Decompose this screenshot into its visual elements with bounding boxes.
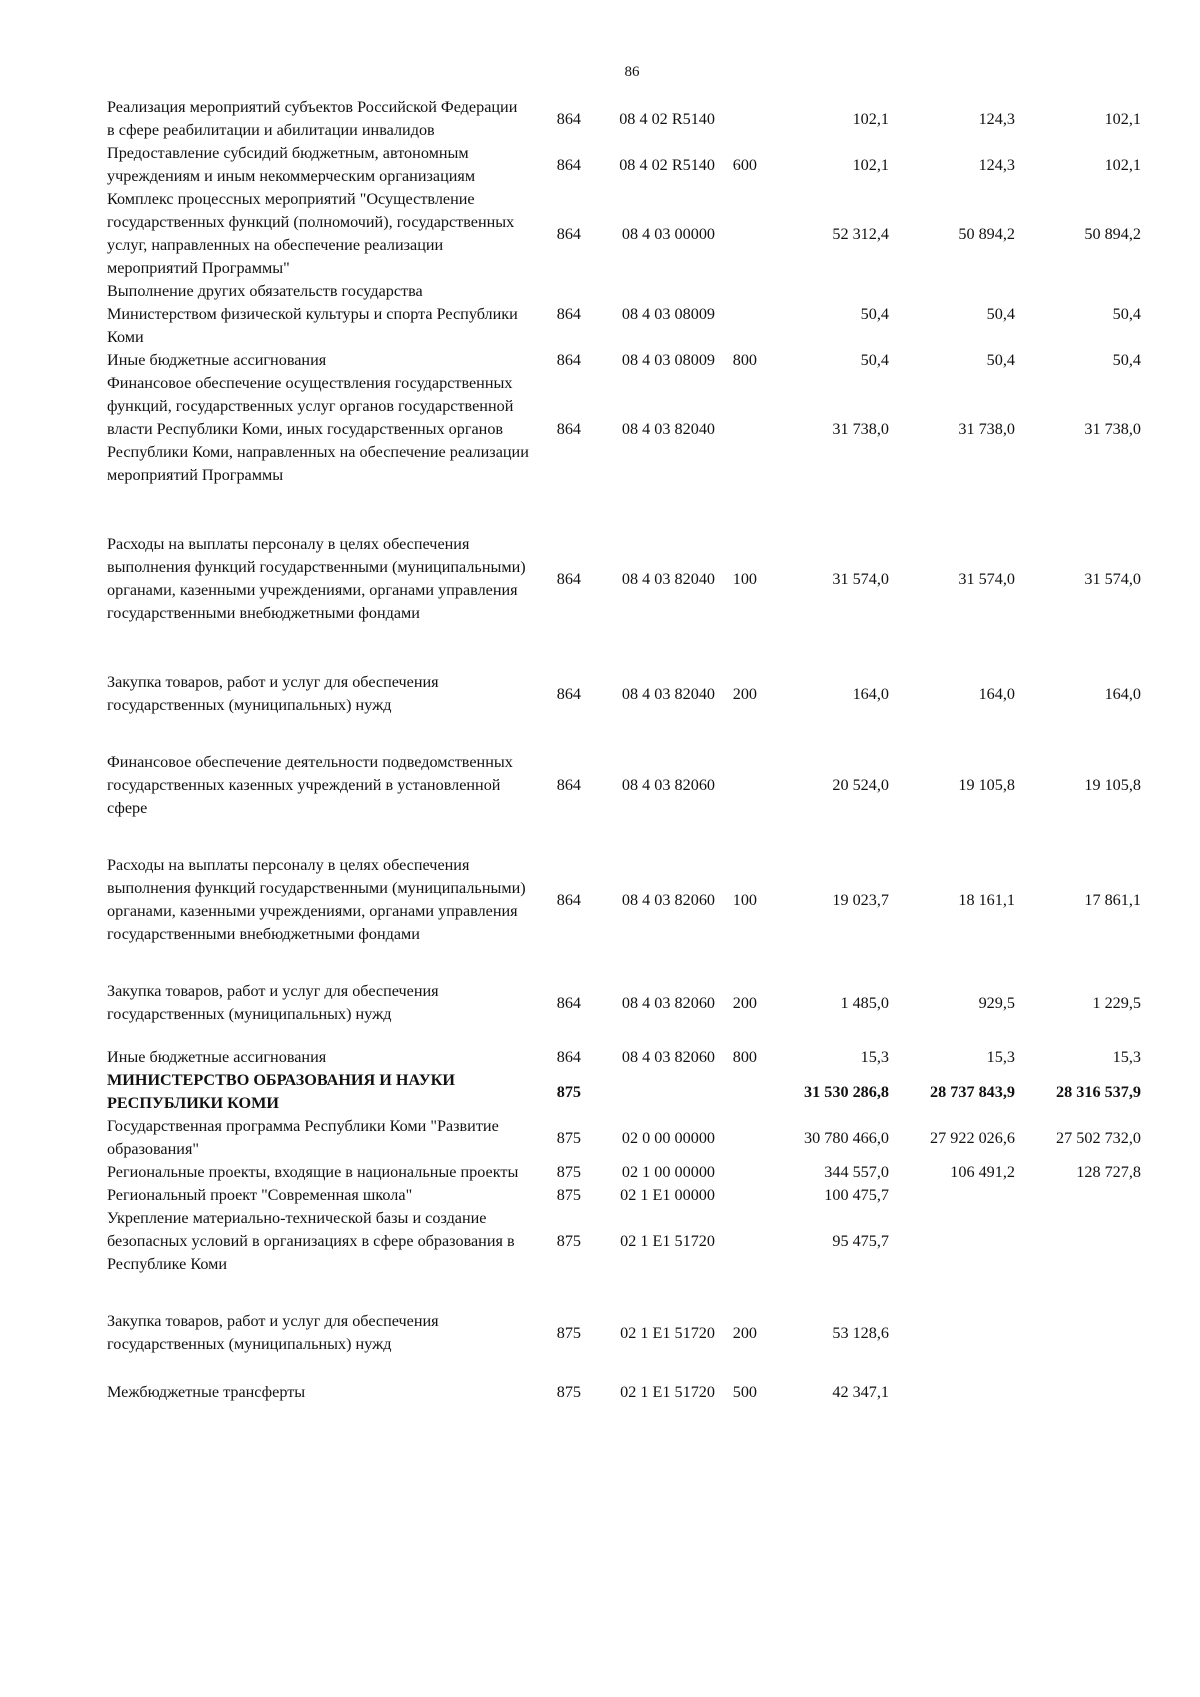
row-target-article: 02 1 E1 51720 <box>620 1383 715 1401</box>
row-amount-year-2: 31 738,0 <box>958 420 1015 438</box>
row-target-article: 08 4 03 82040 <box>621 420 715 438</box>
row-target-article: 02 1 E1 51720 <box>620 1232 715 1250</box>
row-name: Государственная программа Республики Коми "Развитие образования" <box>107 1117 499 1158</box>
row-amount-year-1: 31 574,0 <box>832 569 889 588</box>
row-amount-year-3 <box>1015 1356 1141 1404</box>
row-amount-year-3 <box>1015 1276 1141 1356</box>
row-expense-type: 500 <box>732 1383 757 1401</box>
row-expense-type <box>715 1161 765 1184</box>
row-name: Комплекс процессных мероприятий "Осуществление государственных функций (полномочий), государственных услуг, направленных на обеспечение реализации мероприятий Программы" <box>107 190 515 277</box>
row-amount-year-3: 28 316 537,9 <box>1056 1082 1141 1101</box>
table-row <box>107 625 1141 717</box>
row-amount-year-1: 95 475,7 <box>832 1232 889 1250</box>
row-target-article: 08 4 03 82060 <box>621 1048 715 1066</box>
row-amount-year-1: 102,1 <box>852 109 889 128</box>
row-target-article <box>585 1069 715 1115</box>
row-amount-year-2: 19 105,8 <box>958 776 1015 794</box>
row-amount-year-1: 100 475,7 <box>824 1186 889 1204</box>
row-amount-year-1: 344 557,0 <box>824 1163 889 1181</box>
row-ved-code: 864 <box>556 993 581 1012</box>
row-amount-year-1: 164,0 <box>852 684 889 703</box>
row-amount-year-2: 164,0 <box>978 684 1015 703</box>
table-row <box>107 1184 1141 1207</box>
row-ved-code: 875 <box>556 1163 581 1181</box>
row-target-article: 02 1 E1 51720 <box>620 1323 715 1342</box>
row-name: Финансовое обеспечение деятельности подведомственных государственных казенных учреждений в установленной сфере <box>107 753 513 817</box>
row-ved-code: 864 <box>556 155 581 174</box>
row-ved-code: 875 <box>556 1082 581 1101</box>
row-amount-year-3 <box>1015 1184 1141 1207</box>
row-expense-type <box>715 1207 765 1276</box>
row-amount-year-3: 50,4 <box>1112 305 1141 323</box>
row-name: Выполнение других обязательств государства Министерством физической культуры и спорта Республики Коми <box>107 282 518 346</box>
table-row <box>107 349 1141 372</box>
row-ved-code: 875 <box>556 1383 581 1401</box>
row-target-article: 08 4 03 82060 <box>621 776 715 794</box>
row-amount-year-3: 50,4 <box>1112 351 1141 369</box>
row-amount-year-3: 102,1 <box>1104 109 1141 128</box>
row-expense-type <box>715 1184 765 1207</box>
row-ved-code: 864 <box>556 351 581 369</box>
row-target-article: 08 4 03 82040 <box>621 569 715 588</box>
row-name: Межбюджетные трансферты <box>107 1383 306 1401</box>
row-amount-year-1: 102,1 <box>852 155 889 174</box>
row-amount-year-3 <box>1015 1207 1141 1276</box>
row-amount-year-1: 31 738,0 <box>832 420 889 438</box>
row-target-article: 08 4 03 08009 <box>621 351 715 369</box>
row-expense-type <box>715 188 765 280</box>
row-name: Расходы на выплаты персоналу в целях обеспечения выполнения функций государственными (муниципальными) органами, казенными учреждениями, органами управления государственными внебюджетными фондами <box>107 856 526 943</box>
row-expense-type: 800 <box>732 1048 757 1066</box>
row-amount-year-2: 27 922 026,6 <box>930 1128 1015 1147</box>
table-row <box>107 1069 1141 1115</box>
row-name: Иные бюджетные ассигнования <box>107 351 327 369</box>
row-amount-year-2 <box>889 1356 1015 1404</box>
row-amount-year-2: 50,4 <box>986 351 1015 369</box>
table-row <box>107 1026 1141 1069</box>
row-name: Закупка товаров, работ и услуг для обеспечения государственных (муниципальных) нужд <box>107 1312 439 1353</box>
row-expense-type <box>715 96 765 142</box>
row-ved-code: 864 <box>556 776 581 794</box>
row-amount-year-2: 50 894,2 <box>958 224 1015 243</box>
row-name: Иные бюджетные ассигнования <box>107 1048 327 1066</box>
row-name: Реализация мероприятий субъектов Российской Федерации в сфере реабилитации и абилитации инвалидов <box>107 98 518 139</box>
row-target-article: 08 4 02 R5140 <box>619 155 715 174</box>
table-body <box>107 96 1141 1404</box>
row-amount-year-2: 18 161,1 <box>958 890 1015 909</box>
row-target-article: 08 4 03 00000 <box>621 224 715 243</box>
row-expense-type: 800 <box>732 351 757 369</box>
row-name: Укрепление материально-технической базы и создание безопасных условий в организациях в сфере образования в Республике Коми <box>107 1209 515 1273</box>
row-expense-type: 100 <box>732 569 757 588</box>
table-row <box>107 487 1141 625</box>
row-ved-code: 875 <box>556 1323 581 1342</box>
row-amount-year-1: 52 312,4 <box>832 224 889 243</box>
row-ved-code: 864 <box>556 305 581 323</box>
table-row <box>107 188 1141 280</box>
table-row <box>107 717 1141 820</box>
row-expense-type <box>715 1115 765 1161</box>
row-amount-year-3: 50 894,2 <box>1084 224 1141 243</box>
row-ved-code: 875 <box>556 1128 581 1147</box>
row-name: Региональные проекты, входящие в национальные проекты <box>107 1163 519 1181</box>
row-target-article: 08 4 03 82060 <box>621 993 715 1012</box>
row-target-article: 02 0 00 00000 <box>621 1128 715 1147</box>
row-name: МИНИСТЕРСТВО ОБРАЗОВАНИЯ И НАУКИ РЕСПУБЛИКИ КОМИ <box>107 1071 455 1112</box>
row-amount-year-1: 20 524,0 <box>832 776 889 794</box>
row-expense-type <box>715 717 765 820</box>
row-ved-code: 864 <box>556 109 581 128</box>
row-amount-year-2: 28 737 843,9 <box>930 1082 1015 1101</box>
row-expense-type <box>715 1069 765 1115</box>
row-expense-type: 200 <box>732 684 757 703</box>
row-amount-year-2 <box>889 1276 1015 1356</box>
row-name: Закупка товаров, работ и услуг для обеспечения государственных (муниципальных) нужд <box>107 982 439 1023</box>
table-row <box>107 96 1141 142</box>
row-amount-year-2 <box>889 1207 1015 1276</box>
page-number: 86 <box>624 64 640 80</box>
row-amount-year-1: 19 023,7 <box>832 890 889 909</box>
table-row <box>107 1356 1141 1404</box>
row-name: Региональный проект "Современная школа" <box>107 1186 413 1204</box>
row-amount-year-1: 31 530 286,8 <box>804 1082 889 1101</box>
table-row <box>107 1276 1141 1356</box>
row-amount-year-1: 15,3 <box>860 1048 889 1066</box>
table-row <box>107 820 1141 946</box>
row-target-article: 02 1 E1 00000 <box>620 1186 715 1204</box>
row-expense-type <box>715 372 765 487</box>
row-expense-type: 200 <box>732 1323 757 1342</box>
row-amount-year-1: 53 128,6 <box>832 1323 889 1342</box>
row-amount-year-1: 42 347,1 <box>832 1383 889 1401</box>
row-amount-year-2: 929,5 <box>978 993 1015 1012</box>
row-expense-type: 100 <box>732 890 757 909</box>
row-amount-year-3: 128 727,8 <box>1076 1163 1141 1181</box>
row-name: Расходы на выплаты персоналу в целях обеспечения выполнения функций государственными (муниципальными) органами, казенными учреждениями, органами управления государственными внебюджетными фондами <box>107 535 526 622</box>
row-amount-year-3: 31 574,0 <box>1084 569 1141 588</box>
table-row <box>107 1115 1141 1161</box>
row-amount-year-3: 1 229,5 <box>1092 993 1141 1012</box>
row-expense-type: 600 <box>732 155 757 174</box>
row-amount-year-3: 17 861,1 <box>1084 890 1141 909</box>
row-amount-year-1: 30 780 466,0 <box>804 1128 889 1147</box>
row-amount-year-3: 31 738,0 <box>1084 420 1141 438</box>
row-amount-year-3: 15,3 <box>1112 1048 1141 1066</box>
row-amount-year-2: 124,3 <box>978 109 1015 128</box>
row-ved-code: 864 <box>556 569 581 588</box>
row-amount-year-2: 31 574,0 <box>958 569 1015 588</box>
row-amount-year-1: 50,4 <box>860 305 889 323</box>
row-amount-year-2: 15,3 <box>986 1048 1015 1066</box>
row-amount-year-2: 50,4 <box>986 305 1015 323</box>
table-row <box>107 142 1141 188</box>
row-amount-year-3: 164,0 <box>1104 684 1141 703</box>
table-row <box>107 372 1141 487</box>
table-row <box>107 946 1141 1026</box>
row-expense-type <box>715 280 765 349</box>
row-amount-year-1: 50,4 <box>860 351 889 369</box>
row-ved-code: 864 <box>556 420 581 438</box>
row-amount-year-2: 106 491,2 <box>950 1163 1015 1181</box>
row-amount-year-2: 124,3 <box>978 155 1015 174</box>
row-ved-code: 864 <box>556 890 581 909</box>
row-target-article: 08 4 03 82060 <box>621 890 715 909</box>
row-amount-year-2 <box>889 1184 1015 1207</box>
row-ved-code: 864 <box>556 224 581 243</box>
row-target-article: 02 1 00 00000 <box>621 1163 715 1181</box>
row-ved-code: 864 <box>556 1048 581 1066</box>
row-ved-code: 875 <box>556 1186 581 1204</box>
row-ved-code: 875 <box>556 1232 581 1250</box>
row-amount-year-1: 1 485,0 <box>840 993 889 1012</box>
row-name: Закупка товаров, работ и услуг для обеспечения государственных (муниципальных) нужд <box>107 673 439 714</box>
row-expense-type: 200 <box>732 993 757 1012</box>
row-amount-year-3: 102,1 <box>1104 155 1141 174</box>
row-amount-year-3: 27 502 732,0 <box>1056 1128 1141 1147</box>
budget-table <box>107 96 1141 1404</box>
row-name: Предоставление субсидий бюджетным, автономным учреждениям и иным некоммерческим организациям <box>107 144 476 185</box>
row-ved-code: 864 <box>556 684 581 703</box>
row-target-article: 08 4 03 08009 <box>621 305 715 323</box>
row-amount-year-3: 19 105,8 <box>1084 776 1141 794</box>
row-target-article: 08 4 02 R5140 <box>619 109 715 128</box>
row-target-article: 08 4 03 82040 <box>621 684 715 703</box>
table-row <box>107 280 1141 349</box>
table-row <box>107 1161 1141 1184</box>
row-name: Финансовое обеспечение осуществления государственных функций, государственных услуг органов государственной власти Республики Коми, иных государственных органов Республики Коми, направленных на обеспечение реализации мероприятий Программы <box>107 374 529 484</box>
table-row <box>107 1207 1141 1276</box>
